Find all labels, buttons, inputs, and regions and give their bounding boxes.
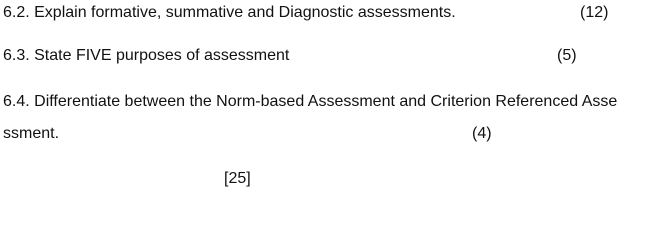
question-6-3-text: 6.3. State FIVE purposes of assessment <box>3 47 290 64</box>
question-6-2-marks: (12) <box>580 4 609 21</box>
section-total-marks: [25] <box>224 170 251 187</box>
question-6-2-text: 6.2. Explain formative, summative and Diagnostic assessments. <box>3 4 456 21</box>
question-6-3-marks: (5) <box>557 47 577 64</box>
question-6-4-text-line1: 6.4. Differentiate between the Norm-based Assessment and Criterion Referenced Asse <box>3 93 618 110</box>
question-6-4-marks: (4) <box>472 125 492 142</box>
question-6-4-text-line2: ssment. <box>3 125 60 142</box>
